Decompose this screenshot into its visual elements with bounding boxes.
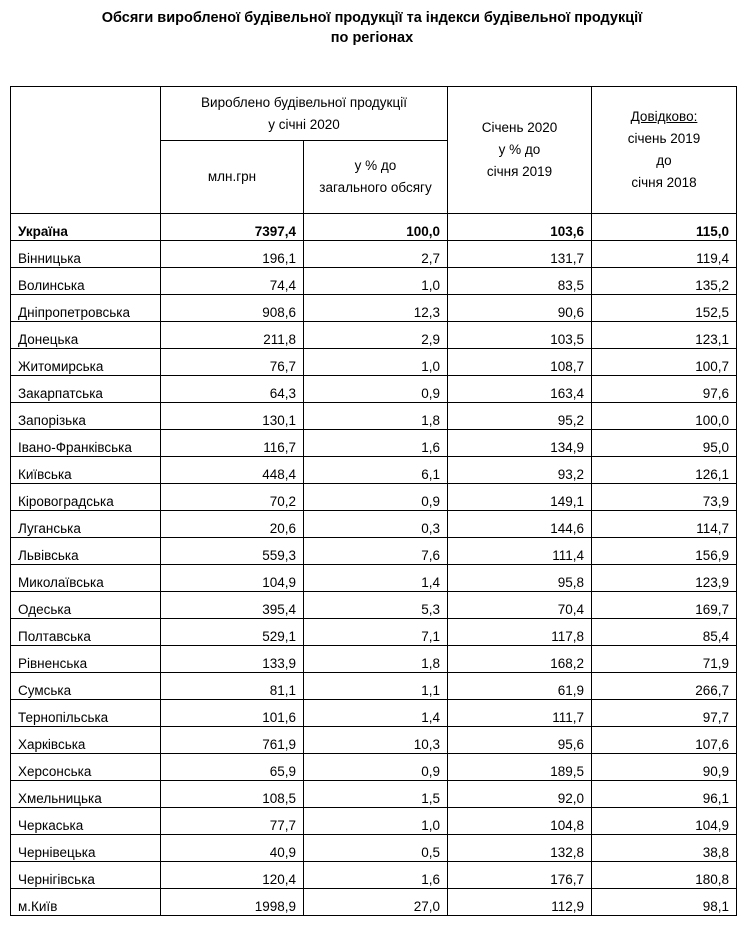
jan2019-cell: 180,8 xyxy=(592,862,737,889)
region-cell: Луганська xyxy=(11,511,161,538)
table-row xyxy=(11,511,737,538)
share-cell: 1,1 xyxy=(304,673,448,700)
jan2020-cell: 117,8 xyxy=(448,619,592,646)
mln-cell: 908,6 xyxy=(161,295,304,322)
produced-header-line-2: у січні 2020 xyxy=(268,116,340,132)
region-cell: Миколаївська xyxy=(11,565,161,592)
reference-header-line-1: січень 2019 xyxy=(627,131,701,146)
mln-cell: 133,9 xyxy=(161,646,304,673)
title-line-2: по регіонах xyxy=(330,30,414,46)
jan2020-cell: 176,7 xyxy=(448,862,592,889)
jan2020-cell: 70,4 xyxy=(448,592,592,619)
share-cell: 1,6 xyxy=(304,430,448,457)
title-line-1: Обсяги виробленої будівельної продукції та індекси будівельної продукції xyxy=(101,10,643,26)
table-header xyxy=(11,87,737,214)
share-cell: 7,1 xyxy=(304,619,448,646)
table-row xyxy=(11,241,737,268)
region-cell: Україна xyxy=(11,214,161,241)
table-row xyxy=(11,889,737,916)
table-row xyxy=(11,862,737,889)
mln-cell: 211,8 xyxy=(161,322,304,349)
jan2020-cell: 92,0 xyxy=(448,781,592,808)
region-header-cell xyxy=(11,87,161,214)
mln-cell: 559,3 xyxy=(161,538,304,565)
jan2019-cell: 85,4 xyxy=(592,619,737,646)
share-cell: 12,3 xyxy=(304,295,448,322)
jan2020-cell: 104,8 xyxy=(448,808,592,835)
share-cell: 1,0 xyxy=(304,268,448,295)
jan2020-header-line-1: Січень 2020 xyxy=(481,120,558,135)
mln-cell: 130,1 xyxy=(161,403,304,430)
share-cell: 1,0 xyxy=(304,349,448,376)
jan2019-cell: 266,7 xyxy=(592,673,737,700)
mln-cell: 761,9 xyxy=(161,727,304,754)
table-row xyxy=(11,781,737,808)
jan2020-cell: 103,6 xyxy=(448,214,592,241)
jan2020-cell: 134,9 xyxy=(448,430,592,457)
jan2020-cell: 163,4 xyxy=(448,376,592,403)
jan2020-cell: 132,8 xyxy=(448,835,592,862)
jan2019-cell: 73,9 xyxy=(592,484,737,511)
jan2019-cell: 104,9 xyxy=(592,808,737,835)
mln-cell: 77,7 xyxy=(161,808,304,835)
region-cell: Рівненська xyxy=(11,646,161,673)
mln-cell: 76,7 xyxy=(161,349,304,376)
jan2019-cell: 135,2 xyxy=(592,268,737,295)
jan2019-cell: 97,6 xyxy=(592,376,737,403)
jan2020-cell: 111,4 xyxy=(448,538,592,565)
region-cell: Полтавська xyxy=(11,619,161,646)
share-header-line-1: у % до xyxy=(354,158,397,173)
jan2019-cell: 71,9 xyxy=(592,646,737,673)
share-cell: 1,4 xyxy=(304,700,448,727)
share-cell: 0,5 xyxy=(304,835,448,862)
share-cell: 0,9 xyxy=(304,484,448,511)
table-row-total xyxy=(11,214,737,241)
mln-cell: 1998,9 xyxy=(161,889,304,916)
table-row xyxy=(11,835,737,862)
mln-cell: 116,7 xyxy=(161,430,304,457)
jan2019-cell: 156,9 xyxy=(592,538,737,565)
jan2020-cell: 103,5 xyxy=(448,322,592,349)
reference-header xyxy=(592,87,737,214)
table-row xyxy=(11,754,737,781)
region-cell: Чернівецька xyxy=(11,835,161,862)
table-row xyxy=(11,646,737,673)
table-row xyxy=(11,430,737,457)
jan2019-cell: 152,5 xyxy=(592,295,737,322)
share-cell: 1,8 xyxy=(304,403,448,430)
jan2019-cell: 126,1 xyxy=(592,457,737,484)
region-cell: Сумська xyxy=(11,673,161,700)
region-cell: м.Київ xyxy=(11,889,161,916)
table-row xyxy=(11,727,737,754)
reference-header-line-2: до xyxy=(656,153,672,168)
jan2019-cell: 169,7 xyxy=(592,592,737,619)
jan2020-cell: 112,9 xyxy=(448,889,592,916)
region-cell: Вінницька xyxy=(11,241,161,268)
share-cell: 2,9 xyxy=(304,322,448,349)
mln-cell: 74,4 xyxy=(161,268,304,295)
jan2020-cell: 95,2 xyxy=(448,403,592,430)
mln-cell: 529,1 xyxy=(161,619,304,646)
region-cell: Житомирська xyxy=(11,349,161,376)
jan2019-cell: 107,6 xyxy=(592,727,737,754)
jan2020-header-line-2: у % до xyxy=(498,142,541,157)
region-cell: Одеська xyxy=(11,592,161,619)
reference-header-line-3: січня 2018 xyxy=(631,175,697,190)
share-cell: 5,3 xyxy=(304,592,448,619)
share-cell: 1,5 xyxy=(304,781,448,808)
region-cell: Львівська xyxy=(11,538,161,565)
jan2020-cell: 95,8 xyxy=(448,565,592,592)
region-cell: Івано-Франківська xyxy=(11,430,161,457)
mln-cell: 101,6 xyxy=(161,700,304,727)
table-row xyxy=(11,484,737,511)
jan2019-cell: 123,1 xyxy=(592,322,737,349)
jan2020-header-line-3: січня 2019 xyxy=(486,164,553,179)
jan2020-cell: 93,2 xyxy=(448,457,592,484)
mln-cell: 40,9 xyxy=(161,835,304,862)
share-header xyxy=(304,141,448,214)
region-cell: Донецька xyxy=(11,322,161,349)
mln-cell: 70,2 xyxy=(161,484,304,511)
mln-cell: 20,6 xyxy=(161,511,304,538)
reference-label: Довідково: xyxy=(630,109,698,124)
table-row xyxy=(11,376,737,403)
regions-table xyxy=(10,86,737,916)
jan2020-cell: 61,9 xyxy=(448,673,592,700)
mln-header-label: млн.грн xyxy=(207,169,257,184)
mln-cell: 64,3 xyxy=(161,376,304,403)
mln-cell: 448,4 xyxy=(161,457,304,484)
region-cell: Кіровоградська xyxy=(11,484,161,511)
share-cell: 0,9 xyxy=(304,754,448,781)
region-cell: Чернігівська xyxy=(11,862,161,889)
region-cell: Тернопільська xyxy=(11,700,161,727)
jan2020-cell: 83,5 xyxy=(448,268,592,295)
share-cell: 0,9 xyxy=(304,376,448,403)
mln-cell: 104,9 xyxy=(161,565,304,592)
table-body xyxy=(11,214,737,916)
jan2019-cell: 114,7 xyxy=(592,511,737,538)
table-row xyxy=(11,565,737,592)
jan2019-cell: 95,0 xyxy=(592,430,737,457)
share-cell: 100,0 xyxy=(304,214,448,241)
jan2020-cell: 189,5 xyxy=(448,754,592,781)
table-row xyxy=(11,295,737,322)
mln-cell: 120,4 xyxy=(161,862,304,889)
share-cell: 0,3 xyxy=(304,511,448,538)
jan2020-cell: 108,7 xyxy=(448,349,592,376)
jan2020-cell: 95,6 xyxy=(448,727,592,754)
page-title xyxy=(0,8,744,48)
region-cell: Київська xyxy=(11,457,161,484)
jan2020-header xyxy=(448,87,592,214)
share-cell: 2,7 xyxy=(304,241,448,268)
region-cell: Хмельницька xyxy=(11,781,161,808)
jan2020-cell: 149,1 xyxy=(448,484,592,511)
table-row xyxy=(11,349,737,376)
produced-header xyxy=(161,87,448,141)
share-cell: 1,6 xyxy=(304,862,448,889)
jan2019-cell: 100,0 xyxy=(592,403,737,430)
mln-cell: 65,9 xyxy=(161,754,304,781)
table-row xyxy=(11,700,737,727)
jan2019-cell: 119,4 xyxy=(592,241,737,268)
mln-header xyxy=(161,141,304,214)
jan2019-cell: 97,7 xyxy=(592,700,737,727)
mln-cell: 395,4 xyxy=(161,592,304,619)
jan2020-cell: 111,7 xyxy=(448,700,592,727)
table-row xyxy=(11,808,737,835)
table-row xyxy=(11,592,737,619)
region-cell: Дніпропетровська xyxy=(11,295,161,322)
share-cell: 27,0 xyxy=(304,889,448,916)
jan2019-cell: 96,1 xyxy=(592,781,737,808)
table-row xyxy=(11,403,737,430)
mln-cell: 196,1 xyxy=(161,241,304,268)
jan2019-cell: 123,9 xyxy=(592,565,737,592)
share-cell: 7,6 xyxy=(304,538,448,565)
region-cell: Херсонська xyxy=(11,754,161,781)
table-row xyxy=(11,673,737,700)
mln-cell: 108,5 xyxy=(161,781,304,808)
share-header-line-2: загального обсягу xyxy=(319,180,432,195)
produced-header-line-1: Вироблено будівельної продукції xyxy=(201,94,407,110)
jan2019-cell: 98,1 xyxy=(592,889,737,916)
jan2020-cell: 168,2 xyxy=(448,646,592,673)
jan2019-cell: 38,8 xyxy=(592,835,737,862)
jan2020-cell: 144,6 xyxy=(448,511,592,538)
share-cell: 1,8 xyxy=(304,646,448,673)
jan2020-cell: 90,6 xyxy=(448,295,592,322)
region-cell: Черкаська xyxy=(11,808,161,835)
share-cell: 1,4 xyxy=(304,565,448,592)
region-cell: Закарпатська xyxy=(11,376,161,403)
region-cell: Запорізька xyxy=(11,403,161,430)
table-row xyxy=(11,268,737,295)
table-row xyxy=(11,457,737,484)
jan2019-cell: 100,7 xyxy=(592,349,737,376)
table-row xyxy=(11,619,737,646)
mln-cell: 7397,4 xyxy=(161,214,304,241)
share-cell: 1,0 xyxy=(304,808,448,835)
table-row xyxy=(11,538,737,565)
mln-cell: 81,1 xyxy=(161,673,304,700)
share-cell: 6,1 xyxy=(304,457,448,484)
jan2019-cell: 90,9 xyxy=(592,754,737,781)
region-cell: Волинська xyxy=(11,268,161,295)
share-cell: 10,3 xyxy=(304,727,448,754)
jan2019-cell: 115,0 xyxy=(592,214,737,241)
table-row xyxy=(11,322,737,349)
region-cell: Харківська xyxy=(11,727,161,754)
jan2020-cell: 131,7 xyxy=(448,241,592,268)
